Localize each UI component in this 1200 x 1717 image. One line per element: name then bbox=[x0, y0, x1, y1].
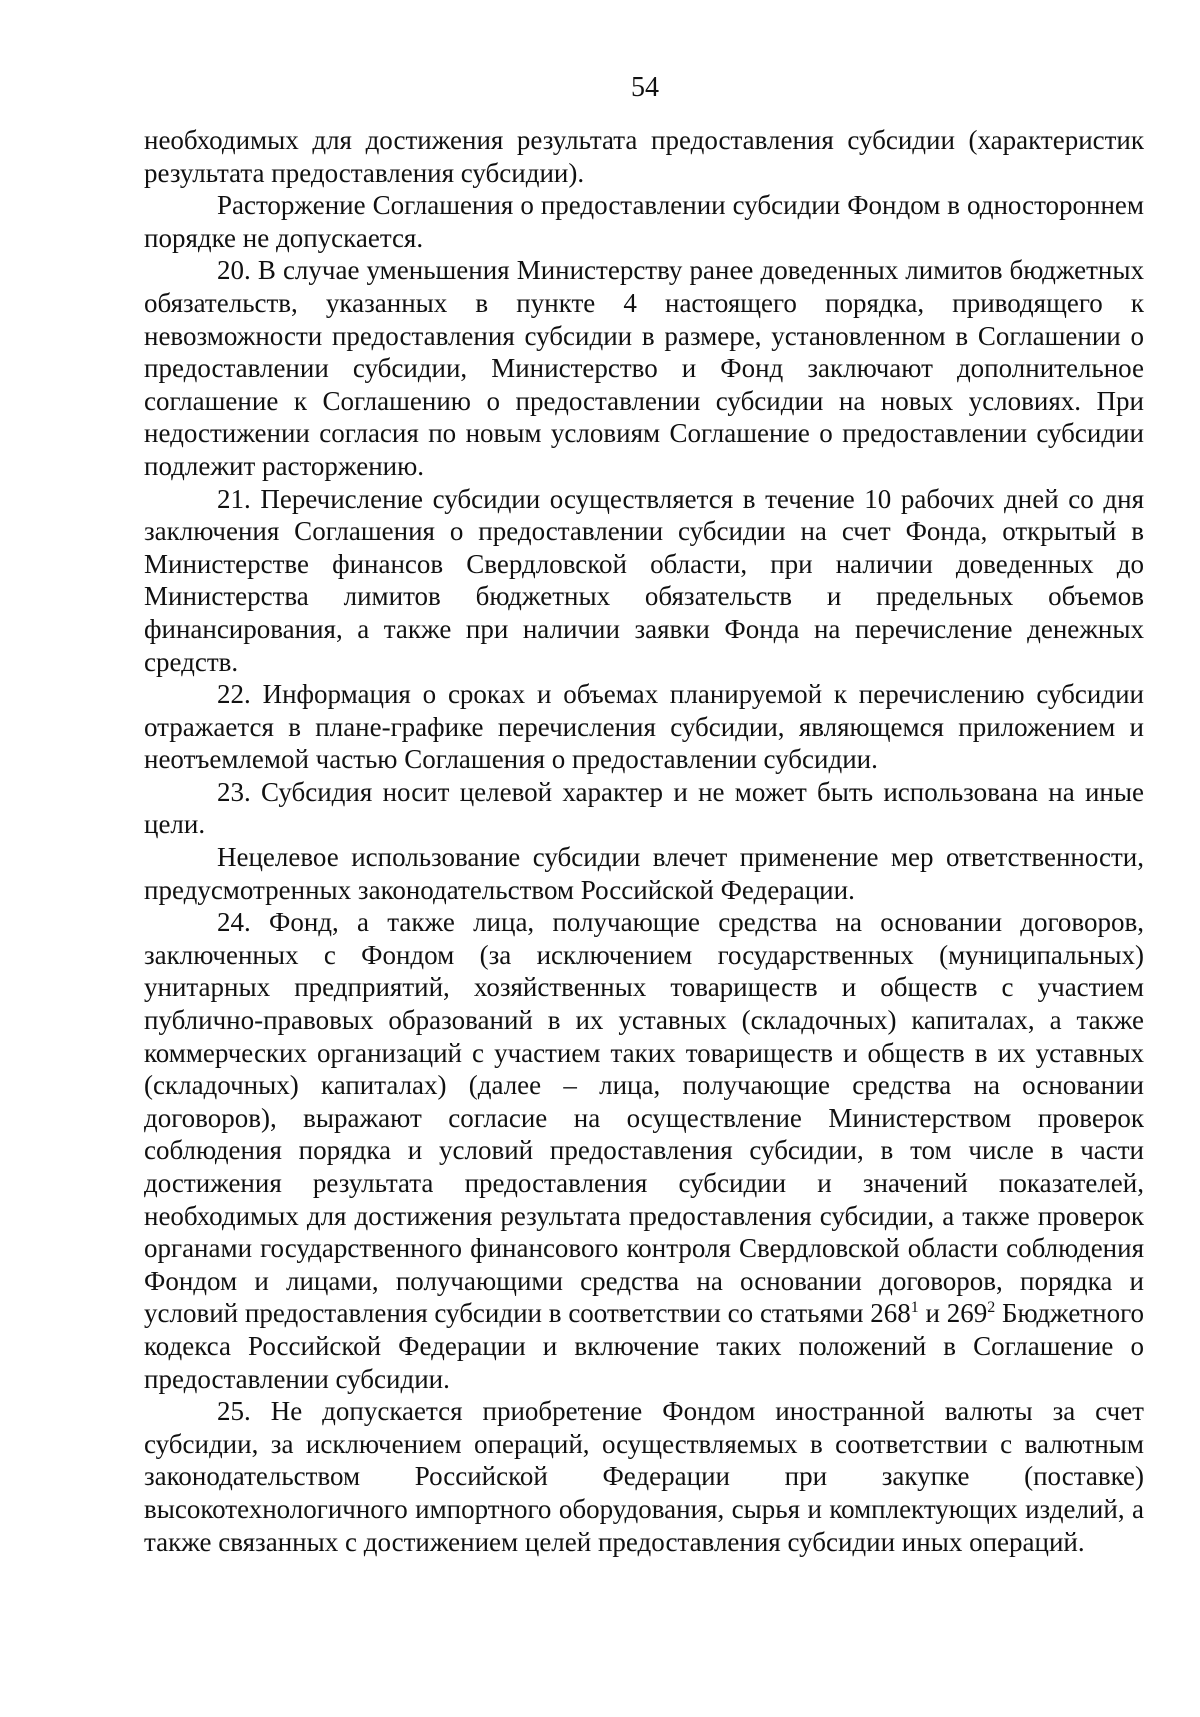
paragraph-24-text-after: Бюджетного кодекса Российской Федерации и включение таких положений в Соглашение о предоставлении субсидии. bbox=[144, 1298, 1144, 1394]
paragraph-continuation: необходимых для достижения результата предоставления субсидии (характеристик результата предоставления субсидии). bbox=[144, 125, 1144, 188]
superscript-1: 1 bbox=[910, 1299, 919, 1317]
paragraph-misuse-note: Нецелевое использование субсидии влечет применение мер ответственности, предусмотренных законодательством Российской Федерации. bbox=[144, 842, 1144, 905]
paragraph-20: 20. В случае уменьшения Министерству ранее доведенных лимитов бюджетных обязательств, указанных в пункте 4 настоящего порядка, приводящего к невозможности предоставления субсидии в размере, установленном в Соглашении о предоставлении субсидии, Министерство и Фонд заключают дополнительное соглашение к Соглашению о предоставлении субсидии на новых условиях. При недостижении согласия по новым условиям Соглашение о предоставлении субсидии подлежит расторжению. bbox=[144, 255, 1144, 481]
paragraph-24-text-mid: и 269 bbox=[918, 1298, 988, 1329]
paragraph-25: 25. Не допускается приобретение Фондом иностранной валюты за счет субсидии, за исключением операций, осуществляемых в соответствии с валютным законодательством Российской Федерации при закупке (поставке) высокотехнологичного импортного оборудования, сырья и комплектующих изделий, а также связанных с достижением целей предоставления субсидии иных операций. bbox=[144, 1396, 1144, 1557]
paragraph-23: 23. Субсидия носит целевой характер и не может быть использована на иные цели. bbox=[144, 776, 1144, 840]
paragraph-24 bbox=[144, 906, 1144, 1395]
page-number: 54 bbox=[631, 72, 659, 103]
paragraph-termination-note: Расторжение Соглашения о предоставлении субсидии Фондом в одностороннем порядке не допускается. bbox=[144, 190, 1144, 253]
superscript-2: 2 bbox=[987, 1299, 996, 1317]
document-body bbox=[144, 124, 1144, 1558]
paragraph-21: 21. Перечисление субсидии осуществляется в течение 10 рабочих дней со дня заключения Соглашения о предоставлении субсидии на счет Фонда, открытый в Министерстве финансов Свердловской области, при наличии доведенных до Министерства лимитов бюджетных обязательств и предельных объемов финансирования, а также при наличии заявки Фонда на перечисление денежных средств. bbox=[144, 483, 1144, 677]
paragraph-22: 22. Информация о сроках и объемах планируемой к перечислению субсидии отражается в плане-графике перечисления субсидии, являющемся приложением и неотъемлемой частью Соглашения о предоставлении субсидии. bbox=[144, 679, 1144, 775]
paragraph-24-text-before: 24. Фонд, а также лица, получающие средства на основании договоров, заключенных с Фондом (за исключением государственных (муниципальных) унитарных предприятий, хозяйственных товариществ и обществ с участием публично-правовых образований в их уставных (складочных) капиталах, а также коммерческих организаций с участием таких товариществ и обществ в их уставных (складочных) капиталах) (далее – лица, получающие средства на основании договоров), выражают согласие на осуществление Министерством проверок соблюдения порядка и условий предоставления субсидии, в том числе в части достижения результата предоставления субсидии и значений показателей, необходимых для достижения результата предоставления субсидии, а также проверок органами государственного финансового контроля Свердловской области соблюдения Фондом и лицами, получающими средства на основании договоров, порядка и условий предоставления субсидии в соответствии со статьями 268 bbox=[144, 907, 1144, 1329]
